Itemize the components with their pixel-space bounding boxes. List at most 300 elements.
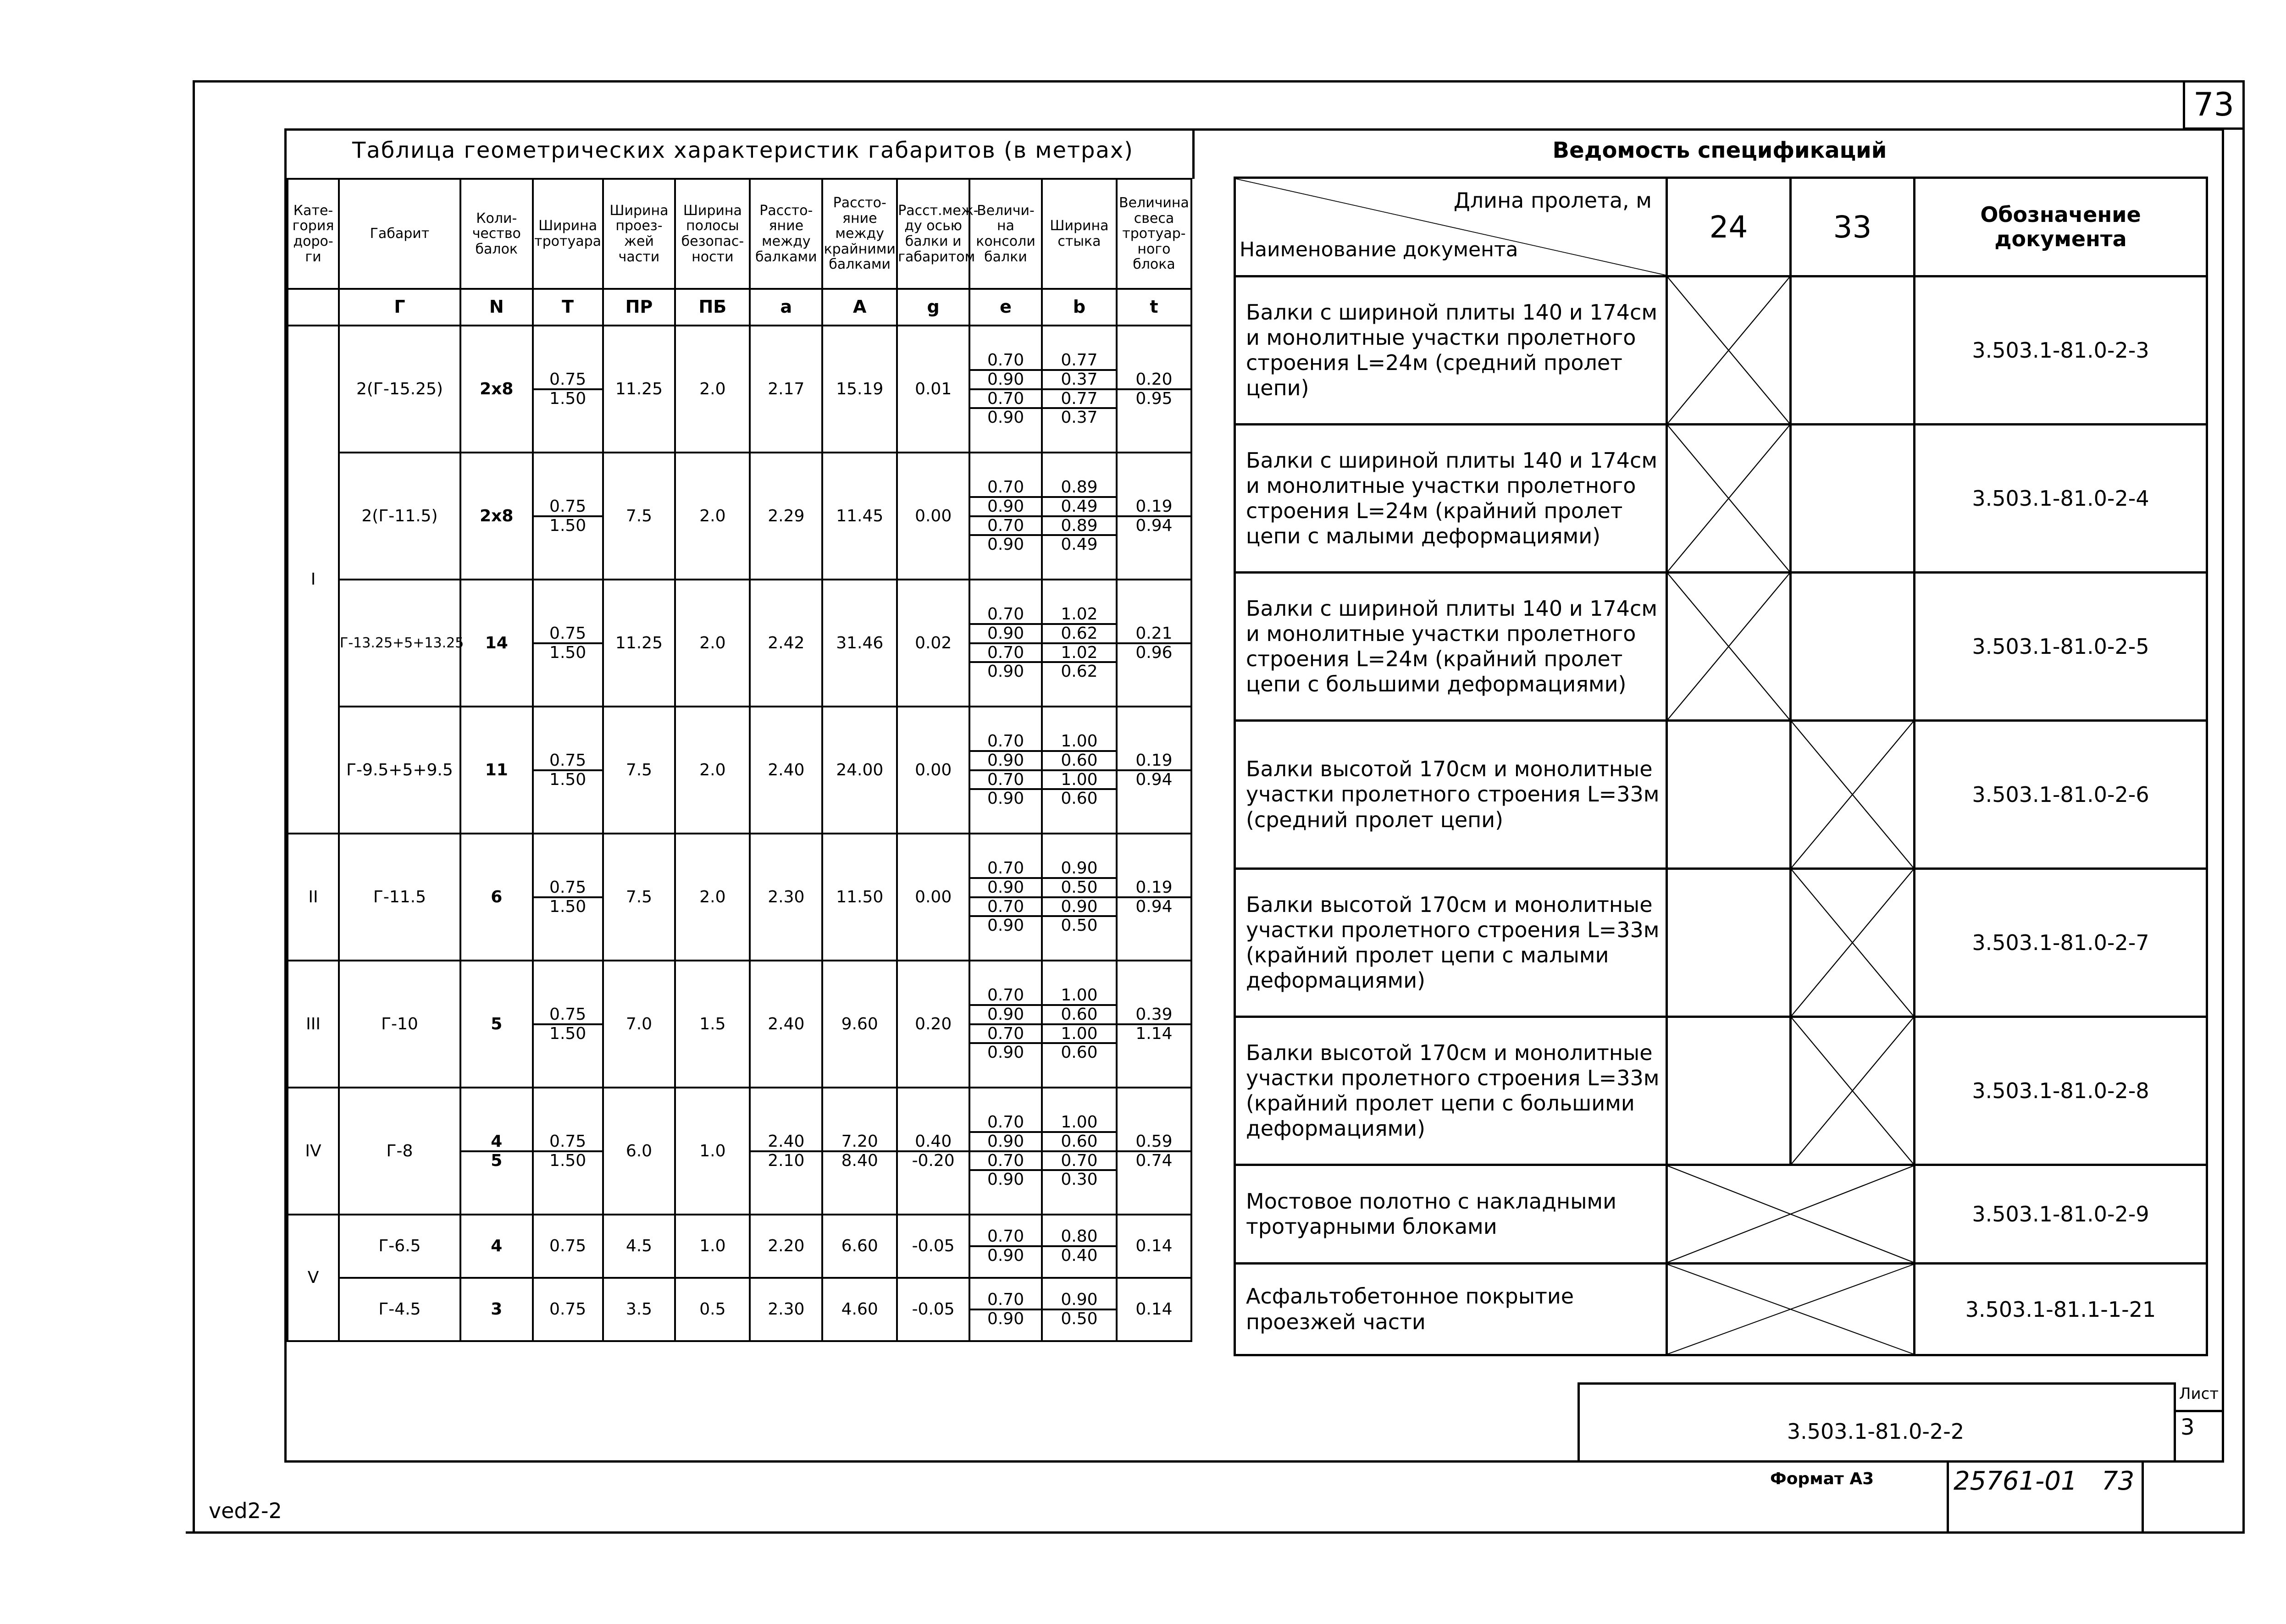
overhang-value: 0.96 bbox=[1118, 642, 1190, 662]
sym: t bbox=[1117, 289, 1191, 326]
geometry-body bbox=[288, 326, 1191, 1341]
joint-value: 0.50 bbox=[1043, 915, 1116, 934]
hdr-beam-spacing: Рассто-яние между балками bbox=[750, 179, 822, 289]
console-value: 0.90 bbox=[970, 661, 1041, 680]
hdr-outer-beam-distance: Рассто-яние между крайними балками bbox=[822, 179, 897, 289]
console-cell bbox=[969, 326, 1042, 453]
gabarit-cell: Г-10 bbox=[339, 961, 460, 1088]
value-pb: 1.0 bbox=[675, 1088, 750, 1215]
table-row bbox=[288, 1278, 1191, 1341]
value-pb: 1.5 bbox=[675, 961, 750, 1088]
span-24-cell bbox=[1667, 276, 1791, 425]
cross-mark bbox=[1792, 722, 1913, 867]
table-row bbox=[288, 1088, 1191, 1215]
hdr-console: Величи-на консоли балки bbox=[969, 179, 1042, 289]
value-g: 0.20 bbox=[897, 961, 969, 1088]
span-33-cell bbox=[1791, 869, 1915, 1017]
sidewalk-value: 1.50 bbox=[534, 1150, 602, 1170]
console-value: 0.70 bbox=[970, 515, 1041, 535]
console-value-stack bbox=[970, 733, 1041, 807]
spec-doc-name: Асфальтобетонное покрытие проезжей части bbox=[1235, 1264, 1667, 1355]
span-33-cell bbox=[1791, 1017, 1915, 1165]
joint-value: 0.60 bbox=[1043, 1131, 1116, 1150]
cross-mark bbox=[1668, 277, 1789, 423]
console-cell bbox=[969, 1278, 1042, 1341]
stamp-list-num: 3 bbox=[2181, 1414, 2195, 1440]
beam-count-value: 5 bbox=[461, 1150, 532, 1170]
joint-value-stack bbox=[1043, 352, 1116, 426]
beam-count-cell: 3 bbox=[460, 1278, 533, 1341]
gabarit-cell: Г-11.5 bbox=[339, 834, 460, 961]
value-pr: 11.25 bbox=[603, 580, 675, 707]
spec-doc-code: 3.503.1-81.1-1-21 bbox=[1915, 1264, 2207, 1355]
joint-cell bbox=[1042, 580, 1117, 707]
overhang-value-stack bbox=[1118, 1006, 1190, 1043]
frame-bottom bbox=[186, 1531, 2245, 1534]
sidewalk-cell bbox=[533, 707, 603, 834]
console-value: 0.90 bbox=[970, 877, 1041, 896]
hdr-safety-lane: Ширина полосы безопас-ности bbox=[675, 179, 750, 289]
table-row bbox=[288, 326, 1191, 453]
value-A: 24.00 bbox=[822, 707, 897, 834]
spec-doc-name: Балки с шириной плиты 140 и 174см и монолитные участки пролетного строения L=24м (крайний пролет цепи с малыми деформациями) bbox=[1235, 425, 1667, 573]
console-value: 0.70 bbox=[987, 985, 1024, 1005]
console-value-stack bbox=[970, 1291, 1041, 1328]
joint-value-stack bbox=[1043, 606, 1116, 680]
sidewalk-value: 0.75 bbox=[549, 1132, 587, 1151]
console-value-stack bbox=[970, 987, 1041, 1061]
overhang-cell bbox=[1117, 580, 1191, 707]
sym: ПР bbox=[603, 289, 675, 326]
sidewalk-value: 0.75 bbox=[549, 878, 587, 897]
category-cell: V bbox=[288, 1215, 339, 1341]
spec-row bbox=[1235, 721, 2207, 869]
joint-value: 0.40 bbox=[1043, 1245, 1116, 1265]
overhang-value: 0.95 bbox=[1118, 388, 1190, 408]
joint-value: 0.50 bbox=[1043, 877, 1116, 896]
joint-value: 0.62 bbox=[1043, 623, 1116, 642]
console-value-stack bbox=[970, 1228, 1041, 1265]
joint-value-stack bbox=[1043, 479, 1116, 553]
value-A: 15.19 bbox=[822, 326, 897, 453]
title-divider bbox=[1192, 128, 1195, 179]
value-pr: 7.5 bbox=[603, 707, 675, 834]
hdr-gabarit: Габарит bbox=[339, 179, 460, 289]
value-g: -0.05 bbox=[897, 1215, 969, 1278]
value-A-item-stack bbox=[823, 1133, 896, 1170]
category-cell: IV bbox=[288, 1088, 339, 1215]
stamp-top bbox=[1578, 1382, 2176, 1385]
value-g: 0.02 bbox=[897, 580, 969, 707]
value-g: 0.00 bbox=[897, 707, 969, 834]
format-label: Формат А3 bbox=[1770, 1469, 1874, 1488]
value-a-item: 2.40 bbox=[768, 1132, 805, 1151]
spec-doc-code: 3.503.1-81.0-2-6 bbox=[1915, 721, 2207, 869]
sym-empty bbox=[288, 289, 339, 326]
value-a bbox=[750, 1088, 822, 1215]
code-head: Обозначение документа bbox=[1915, 178, 2207, 276]
overhang-value: 0.74 bbox=[1118, 1150, 1190, 1170]
value-A: 31.46 bbox=[822, 580, 897, 707]
file-label: ved2-2 bbox=[209, 1498, 282, 1523]
console-value: 0.90 bbox=[970, 1004, 1041, 1023]
joint-value: 0.89 bbox=[1043, 515, 1116, 535]
overhang-value: 1.14 bbox=[1118, 1023, 1190, 1043]
overhang-value: 0.94 bbox=[1118, 515, 1190, 535]
joint-value: 1.00 bbox=[1061, 731, 1098, 751]
spec-doc-code: 3.503.1-81.0-2-9 bbox=[1915, 1165, 2207, 1264]
console-value: 0.70 bbox=[987, 731, 1024, 751]
table-row bbox=[288, 580, 1191, 707]
beam-count-cell bbox=[460, 1088, 533, 1215]
overhang-cell bbox=[1117, 834, 1191, 961]
table-row bbox=[288, 834, 1191, 961]
sidewalk-value-stack bbox=[534, 752, 602, 789]
spec-row bbox=[1235, 276, 2207, 425]
console-value: 0.70 bbox=[987, 1290, 1024, 1309]
span-24-cell bbox=[1667, 1017, 1791, 1165]
frame-left bbox=[193, 80, 195, 1534]
value-pr: 11.25 bbox=[603, 326, 675, 453]
value-a: 2.30 bbox=[750, 1278, 822, 1341]
value-A: 11.45 bbox=[822, 453, 897, 580]
console-value: 0.70 bbox=[987, 477, 1024, 497]
overhang-value: 0.21 bbox=[1135, 624, 1173, 643]
cross-mark bbox=[1668, 425, 1789, 571]
sidewalk-cell bbox=[533, 961, 603, 1088]
spec-head-span: Длина пролета, м bbox=[1453, 188, 1652, 213]
joint-value: 0.60 bbox=[1043, 1004, 1116, 1023]
console-value: 0.90 bbox=[970, 915, 1041, 934]
sidewalk-value: 0.75 bbox=[549, 370, 587, 389]
console-value: 0.70 bbox=[970, 896, 1041, 916]
spec-doc-name: Балки высотой 170см и монолитные участки пролетного строения L=33м (крайний пролет цепи с малыми деформациями) bbox=[1235, 869, 1667, 1017]
value-a: 2.40 bbox=[750, 961, 822, 1088]
joint-value-stack bbox=[1043, 1228, 1116, 1265]
hdr-beam-count: Коли-чество балок bbox=[460, 179, 533, 289]
value-A-item: 8.40 bbox=[823, 1150, 896, 1170]
sidewalk-value: 1.50 bbox=[534, 388, 602, 408]
joint-value: 0.90 bbox=[1061, 1290, 1098, 1309]
beam-count-value-stack bbox=[461, 1133, 532, 1170]
value-g: 0.00 bbox=[897, 834, 969, 961]
span-33-cell bbox=[1791, 573, 1915, 721]
cross-mark bbox=[1792, 870, 1913, 1016]
value-A bbox=[822, 1088, 897, 1215]
value-t: 0.75 bbox=[533, 1278, 603, 1341]
console-value: 0.90 bbox=[970, 407, 1041, 426]
span-24-cell bbox=[1667, 721, 1791, 869]
joint-value-stack bbox=[1043, 733, 1116, 807]
console-value: 0.70 bbox=[987, 604, 1024, 624]
overhang-value: 0.20 bbox=[1135, 370, 1173, 389]
sym: g bbox=[897, 289, 969, 326]
console-value: 0.70 bbox=[970, 1023, 1041, 1043]
gabarit-cell: Г-9.5+5+9.5 bbox=[339, 707, 460, 834]
gabarit-cell: Г-13.25+5+13.25 bbox=[339, 580, 460, 707]
overhang-cell bbox=[1117, 326, 1191, 453]
overhang-cell bbox=[1117, 1088, 1191, 1215]
beam-count-cell: 14 bbox=[460, 580, 533, 707]
table-row bbox=[288, 1215, 1191, 1278]
console-value-stack bbox=[970, 1114, 1041, 1188]
joint-cell bbox=[1042, 1215, 1117, 1278]
sheet-number: 73 bbox=[2193, 86, 2235, 123]
joint-value-stack bbox=[1043, 860, 1116, 934]
console-value: 0.90 bbox=[970, 788, 1041, 807]
value-a: 2.42 bbox=[750, 580, 822, 707]
sidewalk-value: 1.50 bbox=[534, 1023, 602, 1043]
joint-value-stack bbox=[1043, 1291, 1116, 1328]
sidewalk-value: 0.75 bbox=[549, 497, 587, 516]
joint-value-stack bbox=[1043, 987, 1116, 1061]
value-pb: 2.0 bbox=[675, 326, 750, 453]
span-33-cell bbox=[1791, 425, 1915, 573]
beam-count-cell: 4 bbox=[460, 1215, 533, 1278]
hdr-joint-width: Ширина стыка bbox=[1042, 179, 1117, 289]
hdr-overhang: Величина свеса тротуар-ного блока bbox=[1117, 179, 1191, 289]
hdr-category: Кате-гория доро-ги bbox=[288, 179, 339, 289]
overhang-cell bbox=[1117, 453, 1191, 580]
overhang-value: 0.19 bbox=[1135, 751, 1173, 770]
span-33-cell bbox=[1791, 276, 1915, 425]
joint-value: 0.60 bbox=[1043, 1042, 1116, 1061]
beam-count-cell: 5 bbox=[460, 961, 533, 1088]
joint-cell bbox=[1042, 1088, 1117, 1215]
beam-count-value: 4 bbox=[491, 1132, 503, 1151]
left-table-title: Таблица геометрических характеристик габаритов (в метрах) bbox=[352, 138, 1134, 163]
beam-count-cell: 2х8 bbox=[460, 453, 533, 580]
spec-head-name: Наименование документа bbox=[1240, 238, 1518, 261]
sidewalk-value-stack bbox=[534, 498, 602, 535]
console-cell bbox=[969, 834, 1042, 961]
overhang-value-stack bbox=[1118, 879, 1190, 916]
value-a: 2.20 bbox=[750, 1215, 822, 1278]
value-pb: 2.0 bbox=[675, 707, 750, 834]
stamp-list-sep bbox=[2174, 1410, 2224, 1412]
cross-mark bbox=[1668, 1265, 1913, 1354]
joint-cell bbox=[1042, 326, 1117, 453]
sidewalk-value-stack bbox=[534, 625, 602, 662]
value-t: 0.75 bbox=[533, 1215, 603, 1278]
geometry-table bbox=[287, 178, 1192, 1342]
joint-value: 0.89 bbox=[1061, 477, 1098, 497]
gabarit-cell: Г-4.5 bbox=[339, 1278, 460, 1341]
joint-value: 0.60 bbox=[1043, 788, 1116, 807]
console-value: 0.70 bbox=[970, 769, 1041, 789]
console-value: 0.90 bbox=[970, 1309, 1041, 1328]
sidewalk-value-stack bbox=[534, 1133, 602, 1170]
sidewalk-value: 1.50 bbox=[534, 515, 602, 535]
value-A: 4.60 bbox=[822, 1278, 897, 1341]
spec-title: Ведомость спецификаций bbox=[1552, 138, 1887, 163]
sym: Т bbox=[533, 289, 603, 326]
console-cell bbox=[969, 580, 1042, 707]
sidewalk-value-stack bbox=[534, 371, 602, 408]
console-value: 0.90 bbox=[970, 1245, 1041, 1265]
hdr-beam-axis-distance: Расст.меж-ду осью балки и габаритом bbox=[897, 179, 969, 289]
spec-doc-name: Балки высотой 170см и монолитные участки пролетного строения L=33м (крайний пролет цепи с большими деформациями) bbox=[1235, 1017, 1667, 1165]
hdr-roadway-width: Ширина проез-жей части bbox=[603, 179, 675, 289]
spec-row bbox=[1235, 1017, 2207, 1165]
spec-row bbox=[1235, 1165, 2207, 1264]
sym: А bbox=[822, 289, 897, 326]
console-value: 0.70 bbox=[970, 1150, 1041, 1170]
value-g-item-stack bbox=[898, 1133, 969, 1170]
joint-value: 0.90 bbox=[1043, 896, 1116, 916]
spec-row bbox=[1235, 1264, 2207, 1355]
sidewalk-value-stack bbox=[534, 879, 602, 916]
overhang-value-stack bbox=[1118, 371, 1190, 408]
span-24-cell bbox=[1667, 573, 1791, 721]
overhang-value: 0.19 bbox=[1135, 878, 1173, 897]
console-value-stack bbox=[970, 479, 1041, 553]
joint-value: 0.37 bbox=[1043, 407, 1116, 426]
console-value: 0.90 bbox=[970, 1131, 1041, 1150]
joint-value: 1.00 bbox=[1043, 769, 1116, 789]
sym: a bbox=[750, 289, 822, 326]
value-a-item-stack bbox=[751, 1133, 821, 1170]
sym: e bbox=[969, 289, 1042, 326]
joint-value: 0.60 bbox=[1043, 750, 1116, 769]
value-a-item: 2.10 bbox=[751, 1150, 821, 1170]
joint-cell bbox=[1042, 1278, 1117, 1341]
console-value: 0.70 bbox=[987, 858, 1024, 878]
stamp-doc-code: 3.503.1-81.0-2-2 bbox=[1787, 1419, 1965, 1444]
console-value: 0.70 bbox=[987, 1227, 1024, 1246]
console-value: 0.90 bbox=[970, 534, 1041, 553]
sym: Г bbox=[339, 289, 460, 326]
frame-right bbox=[2242, 80, 2245, 1534]
cross-mark bbox=[1668, 1166, 1913, 1262]
console-value: 0.90 bbox=[970, 623, 1041, 642]
value-pr: 3.5 bbox=[603, 1278, 675, 1341]
value-a: 2.30 bbox=[750, 834, 822, 961]
value-a: 2.17 bbox=[750, 326, 822, 453]
sidewalk-cell bbox=[533, 1088, 603, 1215]
console-cell bbox=[969, 707, 1042, 834]
joint-value: 0.62 bbox=[1043, 661, 1116, 680]
span-cross-cell bbox=[1667, 1264, 1915, 1355]
console-value: 0.90 bbox=[970, 496, 1041, 515]
value-A: 6.60 bbox=[822, 1215, 897, 1278]
col-33-head: 33 bbox=[1791, 178, 1915, 276]
overhang-cell: 0.14 bbox=[1117, 1278, 1191, 1341]
joint-cell bbox=[1042, 961, 1117, 1088]
gabarit-cell: 2(Г-15.25) bbox=[339, 326, 460, 453]
joint-cell bbox=[1042, 707, 1117, 834]
overhang-value: 0.94 bbox=[1118, 896, 1190, 916]
value-g-item: 0.40 bbox=[915, 1132, 952, 1151]
stamp-list-label: Лист bbox=[2179, 1385, 2219, 1403]
spec-doc-code: 3.503.1-81.0-2-7 bbox=[1915, 869, 2207, 1017]
console-cell bbox=[969, 1215, 1042, 1278]
sidewalk-value: 1.50 bbox=[534, 642, 602, 662]
value-g: 0.01 bbox=[897, 326, 969, 453]
console-cell bbox=[969, 453, 1042, 580]
table-row bbox=[288, 961, 1191, 1088]
spec-head-corner bbox=[1235, 178, 1667, 276]
spec-row bbox=[1235, 869, 2207, 1017]
value-A: 11.50 bbox=[822, 834, 897, 961]
console-value-stack bbox=[970, 352, 1041, 426]
beam-count-cell: 11 bbox=[460, 707, 533, 834]
value-pr: 7.5 bbox=[603, 834, 675, 961]
sym: b bbox=[1042, 289, 1117, 326]
console-value: 0.70 bbox=[970, 388, 1041, 408]
sidewalk-cell bbox=[533, 580, 603, 707]
spec-doc-name: Балки высотой 170см и монолитные участки пролетного строения L=33м (средний пролет цепи) bbox=[1235, 721, 1667, 869]
spec-body bbox=[1235, 276, 2207, 1355]
overhang-cell bbox=[1117, 707, 1191, 834]
value-A: 9.60 bbox=[822, 961, 897, 1088]
joint-value: 0.30 bbox=[1043, 1169, 1116, 1188]
gabarit-cell: Г-8 bbox=[339, 1088, 460, 1215]
console-value-stack bbox=[970, 606, 1041, 680]
joint-value: 1.02 bbox=[1061, 604, 1098, 624]
spec-doc-code: 3.503.1-81.0-2-3 bbox=[1915, 276, 2207, 425]
overhang-cell bbox=[1117, 961, 1191, 1088]
joint-cell bbox=[1042, 453, 1117, 580]
sidewalk-cell bbox=[533, 326, 603, 453]
value-pb: 2.0 bbox=[675, 834, 750, 961]
value-pb: 0.5 bbox=[675, 1278, 750, 1341]
joint-value: 0.50 bbox=[1043, 1309, 1116, 1328]
joint-value: 0.70 bbox=[1043, 1150, 1116, 1170]
console-value: 0.90 bbox=[970, 369, 1041, 388]
value-pb: 2.0 bbox=[675, 580, 750, 707]
sym: ПБ bbox=[675, 289, 750, 326]
joint-value: 1.02 bbox=[1043, 642, 1116, 662]
frame-top bbox=[193, 80, 2245, 83]
value-g: 0.00 bbox=[897, 453, 969, 580]
sidewalk-value: 1.50 bbox=[534, 769, 602, 789]
joint-cell bbox=[1042, 834, 1117, 961]
col-24-head: 24 bbox=[1667, 178, 1791, 276]
hdr-sidewalk-width: Ширина тротуара bbox=[533, 179, 603, 289]
span-24-cell bbox=[1667, 425, 1791, 573]
joint-value: 0.80 bbox=[1061, 1227, 1098, 1246]
sym: N bbox=[460, 289, 533, 326]
console-cell bbox=[969, 961, 1042, 1088]
value-pb: 1.0 bbox=[675, 1215, 750, 1278]
joint-value: 1.00 bbox=[1061, 985, 1098, 1005]
console-value: 0.90 bbox=[970, 750, 1041, 769]
overhang-value-stack bbox=[1118, 1133, 1190, 1170]
table-row bbox=[288, 707, 1191, 834]
value-pr: 7.5 bbox=[603, 453, 675, 580]
value-A-item: 7.20 bbox=[841, 1132, 878, 1151]
spec-doc-name: Балки с шириной плиты 140 и 174см и монолитные участки пролетного строения L=24м (крайний пролет цепи с большими деформациями) bbox=[1235, 573, 1667, 721]
value-g-item: -0.20 bbox=[898, 1150, 969, 1170]
sidewalk-cell bbox=[533, 834, 603, 961]
category-cell: III bbox=[288, 961, 339, 1088]
console-value: 0.90 bbox=[970, 1042, 1041, 1061]
console-cell bbox=[969, 1088, 1042, 1215]
category-cell: II bbox=[288, 834, 339, 961]
joint-value: 1.00 bbox=[1043, 1023, 1116, 1043]
console-value: 0.70 bbox=[970, 642, 1041, 662]
value-pb: 2.0 bbox=[675, 453, 750, 580]
joint-value-stack bbox=[1043, 1114, 1116, 1188]
sidewalk-cell bbox=[533, 453, 603, 580]
spec-doc-code: 3.503.1-81.0-2-5 bbox=[1915, 573, 2207, 721]
spec-doc-code: 3.503.1-81.0-2-4 bbox=[1915, 425, 2207, 573]
console-value: 0.70 bbox=[987, 1112, 1024, 1132]
overhang-value-stack bbox=[1118, 752, 1190, 789]
gabarit-cell: 2(Г-11.5) bbox=[339, 453, 460, 580]
joint-value: 0.49 bbox=[1043, 496, 1116, 515]
